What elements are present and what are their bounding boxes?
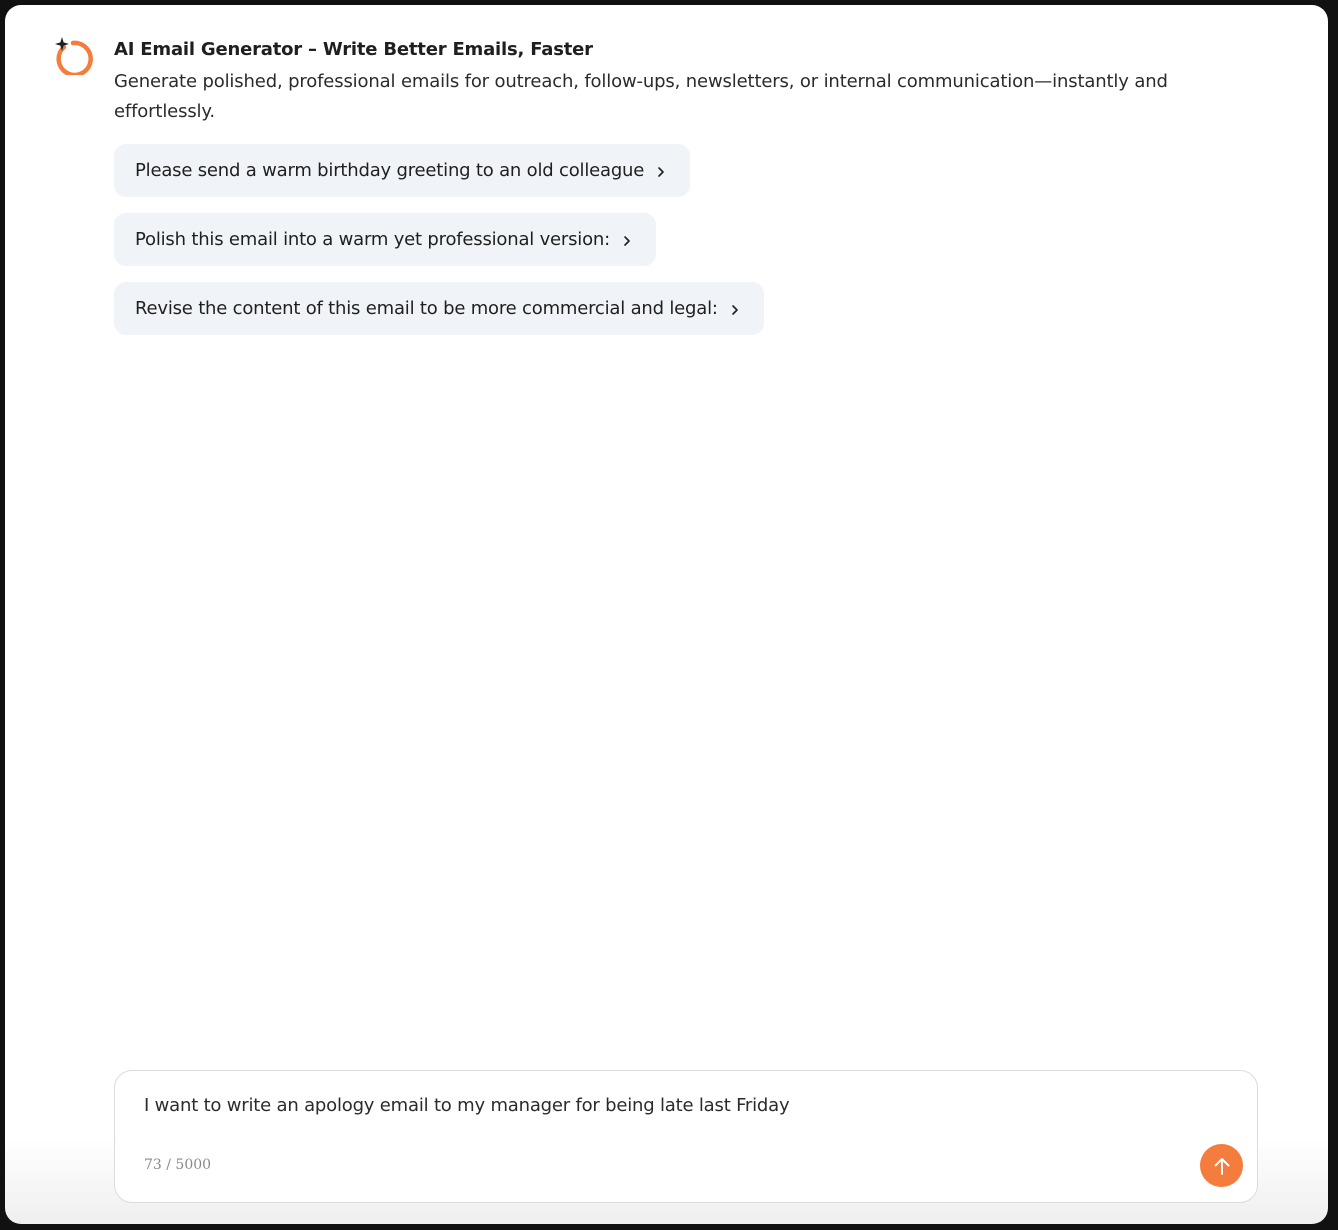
send-button[interactable] xyxy=(1200,1144,1243,1187)
suggestion-chip-birthday[interactable] xyxy=(114,144,690,197)
chevron-right-icon xyxy=(654,164,668,178)
app-window xyxy=(5,5,1328,1224)
suggestion-label: Polish this email into a warm yet professional version: xyxy=(135,229,610,250)
chevron-right-icon xyxy=(620,233,634,247)
suggestion-label: Please send a warm birthday greeting to an old colleague xyxy=(135,160,645,181)
arrow-up-icon xyxy=(1211,1155,1233,1177)
suggestion-list xyxy=(114,144,764,335)
chevron-right-icon xyxy=(728,302,742,316)
suggestion-chip-polish[interactable] xyxy=(114,213,656,266)
suggestion-chip-revise[interactable] xyxy=(114,282,764,335)
prompt-input[interactable] xyxy=(144,1095,1194,1116)
page-subtitle: Generate polished, professional emails for outreach, follow-ups, newsletters, or internal communication—instantly and effortlessly. xyxy=(114,71,1168,122)
suggestion-label: Revise the content of this email to be more commercial and legal: xyxy=(135,298,718,319)
page-title: AI Email Generator – Write Better Emails, Faster xyxy=(114,39,593,60)
sparkle-ring-logo-icon xyxy=(53,35,93,75)
message-composer xyxy=(114,1070,1258,1203)
character-counter: 73 / 5000 xyxy=(144,1157,212,1173)
